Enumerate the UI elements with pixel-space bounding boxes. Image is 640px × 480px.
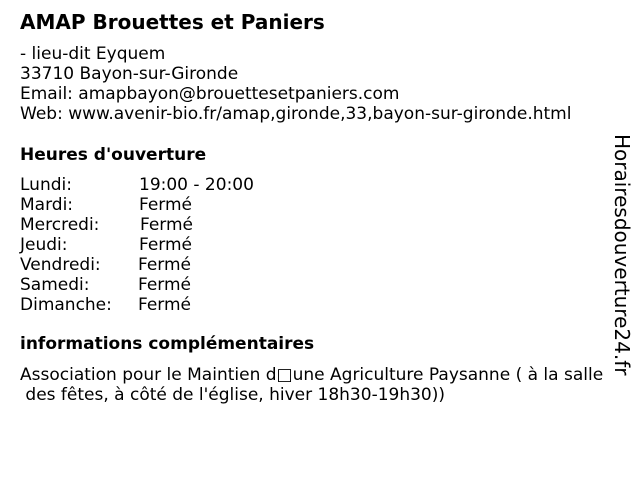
day-label: Dimanche: bbox=[20, 295, 112, 315]
site-watermark: Horairesdouverture24.fr bbox=[610, 134, 634, 376]
hours-value: Fermé bbox=[140, 215, 194, 235]
hours-heading: Heures d'ouverture bbox=[20, 145, 207, 165]
hours-value: Fermé bbox=[138, 255, 192, 275]
day-label: Lundi: bbox=[20, 175, 72, 195]
business-address bbox=[20, 44, 571, 124]
day-label: Vendredi: bbox=[20, 255, 101, 275]
hours-value: Fermé bbox=[138, 295, 192, 315]
day-label: Jeudi: bbox=[20, 235, 68, 255]
address-line-1: - lieu-dit Eyquem bbox=[20, 44, 166, 64]
hours-value: Fermé bbox=[139, 235, 193, 255]
web-line: Web: www.avenir-bio.fr/amap,gironde,33,bayon-sur-gironde.html bbox=[20, 104, 572, 124]
info-text bbox=[20, 365, 620, 405]
day-label: Mercredi: bbox=[20, 215, 100, 235]
business-name: AMAP Brouettes et Paniers bbox=[20, 10, 325, 34]
info-line-2: des fêtes, à côté de l'église, hiver 18h30-19h30)) bbox=[20, 385, 445, 405]
email-line: Email: amapbayon@brouettesetpaniers.com bbox=[20, 84, 400, 104]
day-label: Samedi: bbox=[20, 275, 90, 295]
hours-value: 19:00 - 20:00 bbox=[139, 175, 254, 195]
day-label: Mardi: bbox=[20, 195, 74, 215]
info-line-1: Association pour le Maintien d□une Agriculture Paysanne ( à la salle bbox=[20, 365, 604, 385]
address-line-2: 33710 Bayon-sur-Gironde bbox=[20, 64, 239, 84]
info-heading: informations complémentaires bbox=[20, 334, 315, 354]
hours-value: Fermé bbox=[139, 195, 193, 215]
hours-value: Fermé bbox=[138, 275, 192, 295]
